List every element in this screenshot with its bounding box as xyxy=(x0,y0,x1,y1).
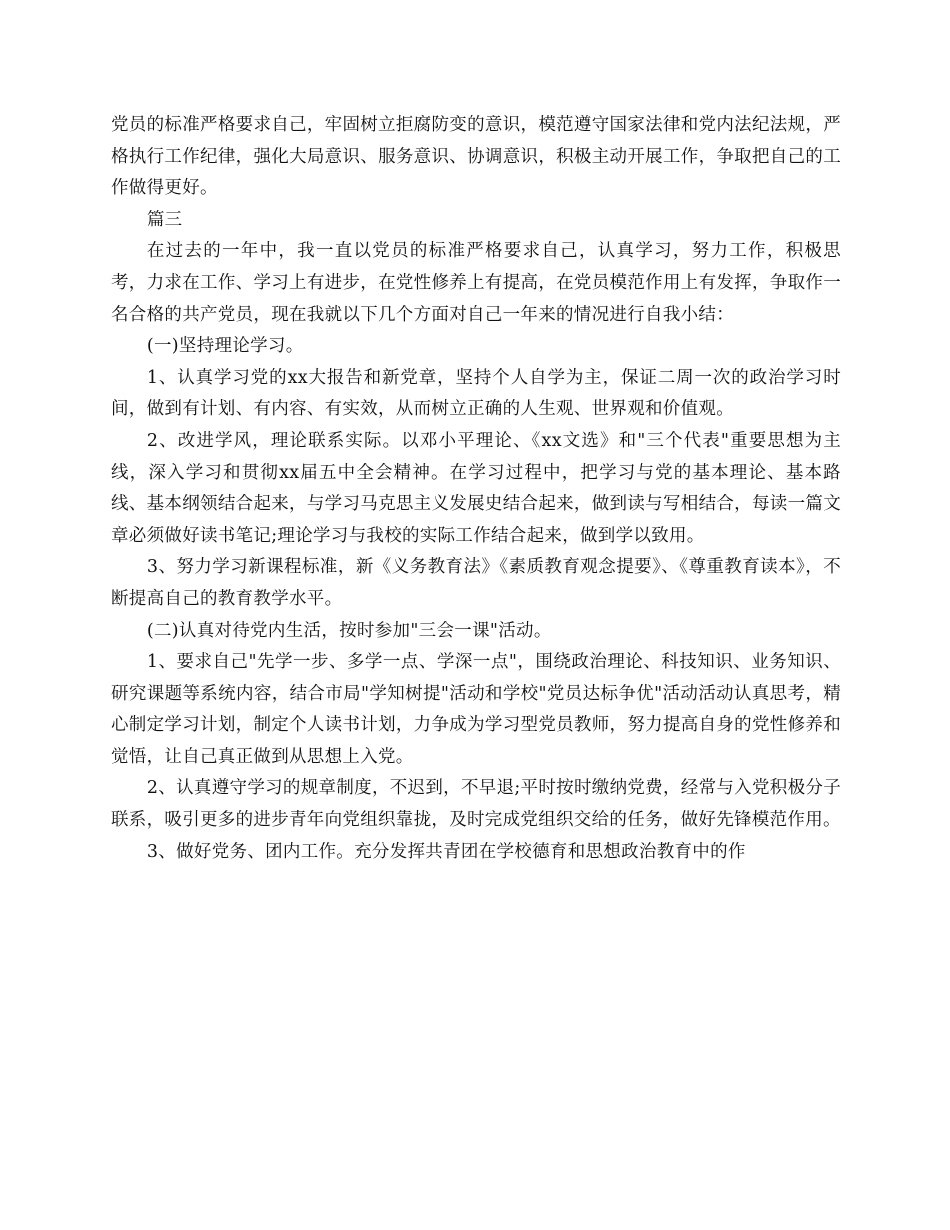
document-page xyxy=(111,110,841,868)
paragraph-1-1: 1、认真学习党的xx大报告和新党章，坚持个人自学为主，保证二周一次的政治学习时间，做到有计划、有内容、有实效，从而树立正确的人生观、世界观和价值观。 xyxy=(111,367,841,420)
paragraph-2-3: 3、做好党务、团内工作。充分发挥共青团在学校德育和思想政治教育中的作 xyxy=(146,841,746,862)
paragraph-2-1: 1、要求自己"先学一步、多学一点、学深一点"，围绕政治理论、科技知识、业务知识、研究课题等系统内容，结合市局"学知树提"活动和学校"党员达标争优"活动活动认真思考，精心制定学习计划，制定个人读书计划，力争成为学习型党员教师，努力提高自身的党性修养和觉悟，让自己真正做到从思想上入党。 xyxy=(111,652,841,767)
paragraph-1: 党员的标准严格要求自己，牢固树立拒腐防变的意识，模范遵守国家法律和党内法纪法规，严格执行工作纪律，强化大局意识、服务意识、协调意识，积极主动开展工作，争取把自己的工作做得更好。 xyxy=(111,115,841,199)
paragraph-2-2: 2、认真遵守学习的规章制度，不迟到，不早退;平时按时缴纳党费，经常与入党积极分子联系，吸引更多的进步青年向党组织靠拢，及时完成党组织交给的任务，做好先锋模范作用。 xyxy=(111,778,841,831)
paragraph-1-3: 3、努力学习新课程标准，新《义务教育法》《素质教育观念提要》、《尊重教育读本》，不断提高自己的教育教学水平。 xyxy=(111,557,841,609)
section-heading-3: 篇三 xyxy=(146,209,183,230)
subheading-1: (一)坚持理论学习。 xyxy=(146,336,304,357)
subheading-2: (二)认真对待党内生活，按时参加"三会一课"活动。 xyxy=(146,620,552,641)
paragraph-intro: 在过去的一年中，我一直以党员的标准严格要求自己，认真学习，努力工作，积极思考，力求在工作、学习上有进步，在党性修养上有提高，在党员模范作用上有发挥，争取作一名合格的共产党员，现在我就以下几个方面对自己一年来的情况进行自我小结： xyxy=(111,241,841,325)
paragraph-1-2: 2、改进学风，理论联系实际。以邓小平理论、《xx文选》和"三个代表"重要思想为主线，深入学习和贯彻xx届五中全会精神。在学习过程中，把学习与党的基本理论、基本路线、基本纲领结合起来，与学习马克思主义发展史结合起来，做到读与写相结合，每读一篇文章必须做好读书笔记;理论学习与我校的实际工作结合起来，做到学以致用。 xyxy=(111,430,841,546)
